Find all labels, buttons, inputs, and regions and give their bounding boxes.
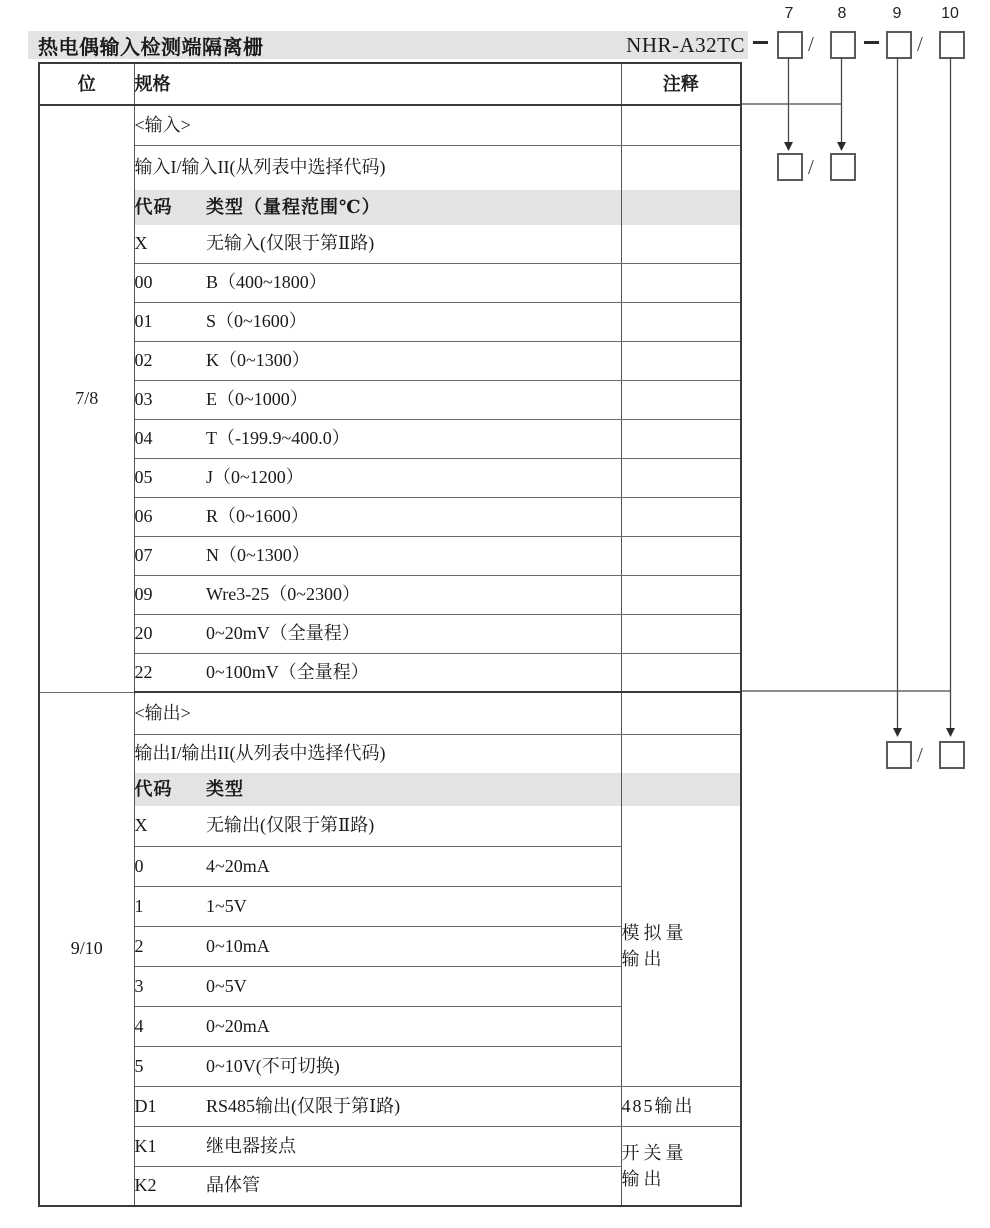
code-cell: 00 [134,263,206,302]
code-box-position-9 [886,31,912,59]
type-cell: 晶体管 [206,1175,260,1196]
note-rs485-output: 485输出 [621,1086,741,1126]
code-cell: 1 [134,886,206,926]
note-switch-output: 开关量 输出 [621,1126,741,1206]
code-cell: 02 [134,341,206,380]
code-cell: K2 [134,1175,157,1196]
type-cell: B（400~1800） [206,263,621,302]
arrow-down-icon [946,728,955,737]
table-row [39,302,741,341]
type-cell: K（0~1300） [206,341,621,380]
type-cell: 4~20mA [206,846,621,886]
bit-label: 7/8 [39,105,134,692]
arrow-down-icon [837,142,846,151]
dash-separator [753,41,768,44]
code-cell: 09 [134,575,206,614]
position-digit-8: 8 [837,5,847,22]
column-header-note: 注释 [621,63,741,105]
position-digit-7: 7 [784,5,794,22]
type-cell: 0~10mA [206,926,621,966]
table-row [39,614,741,653]
group-label: <输出> [134,692,621,734]
type-cell: 0~10V(不可切换) [206,1046,621,1086]
table-row [39,536,741,575]
table-row [39,458,741,497]
type-header: 类型（量程范围℃） [206,190,621,225]
type-cell: N（0~1300） [206,536,621,575]
table-row [39,105,741,145]
column-header-spec: 规格 [134,63,621,105]
code-cell: 22 [134,653,206,692]
arrow-down-icon [893,728,902,737]
slash-separator: / [917,32,923,56]
code-box-position-7 [777,31,803,59]
table-row [39,575,741,614]
position-digit-10: 10 [941,5,959,22]
type-cell: J（0~1200） [206,458,621,497]
code-cell: 04 [134,419,206,458]
code-cell: 2 [134,926,206,966]
note-analog-output: 模拟量 输出 [621,806,741,1086]
code-type-header-row [39,190,741,225]
type-cell: 0~20mV（全量程） [206,614,621,653]
type-cell: 0~20mA [206,1006,621,1046]
code-cell: D1 [134,1086,206,1126]
type-cell: RS485输出(仅限于第Ⅰ路) [206,1086,621,1126]
code-cell: 3 [134,966,206,1006]
group-label: <输入> [134,105,621,145]
table-header-row [39,63,741,105]
column-header-bit: 位 [39,63,134,105]
table-row [39,806,741,846]
code-cell: 5 [134,1046,206,1086]
code-cell: K1 [134,1126,206,1166]
table-row [39,1086,741,1126]
slash-separator: / [808,32,814,56]
table-row [39,380,741,419]
type-cell: 0~5V [206,966,621,1006]
table-row [39,225,741,263]
table-row [39,145,741,190]
bit-label: 9/10 [39,692,134,1206]
code-cell: X [134,225,206,263]
code-header: 代码 [134,190,206,225]
type-cell: R（0~1600） [206,497,621,536]
code-box-position-8 [830,31,856,59]
type-cell: E（0~1000） [206,380,621,419]
table-row [39,263,741,302]
code-cell: 06 [134,497,206,536]
spec-table [38,62,742,1207]
table-row [39,1126,741,1166]
code-cell: 20 [134,614,206,653]
dash-separator [864,41,879,44]
code-type-header-row [39,773,741,806]
slash-separator: / [808,155,814,179]
code-cell: 07 [134,536,206,575]
type-cell: 无输入(仅限于第Ⅱ路) [206,225,621,263]
code-cell: 01 [134,302,206,341]
type-cell: 1~5V [206,886,621,926]
code-cell: 4 [134,1006,206,1046]
output-select-box-2 [939,741,965,769]
code-cell: 0 [134,846,206,886]
type-cell: 继电器接点 [206,1126,621,1166]
input-select-box-2 [830,153,856,181]
table-row [39,653,741,692]
slash-separator: / [917,743,923,767]
table-row [39,497,741,536]
code-cell: X [134,806,206,846]
model-number: NHR-A32TC [626,32,745,57]
title-bar [28,31,748,59]
product-title: 热电偶输入检测端隔离栅 [38,36,264,59]
arrow-down-icon [784,142,793,151]
code-header: 代码 [134,773,206,806]
output-select-box-1 [886,741,912,769]
position-digit-9: 9 [892,5,902,22]
type-cell: 无输出(仅限于第Ⅱ路) [206,806,621,846]
type-cell: Wre3-25（0~2300） [206,575,621,614]
type-cell: 0~100mV（全量程） [206,653,621,692]
type-cell: S（0~1600） [206,302,621,341]
select-hint: 输入I/输入II(从列表中选择代码) [134,157,386,178]
code-cell: 05 [134,458,206,497]
table-row [39,419,741,458]
input-select-box-1 [777,153,803,181]
type-header: 类型 [206,773,621,806]
table-row [39,734,741,773]
code-box-position-10 [939,31,965,59]
code-cell: 03 [134,380,206,419]
type-cell: T（-199.9~400.0） [206,419,621,458]
select-hint: 输出I/输出II(从列表中选择代码) [134,743,386,764]
table-row [39,341,741,380]
table-row [39,692,741,734]
